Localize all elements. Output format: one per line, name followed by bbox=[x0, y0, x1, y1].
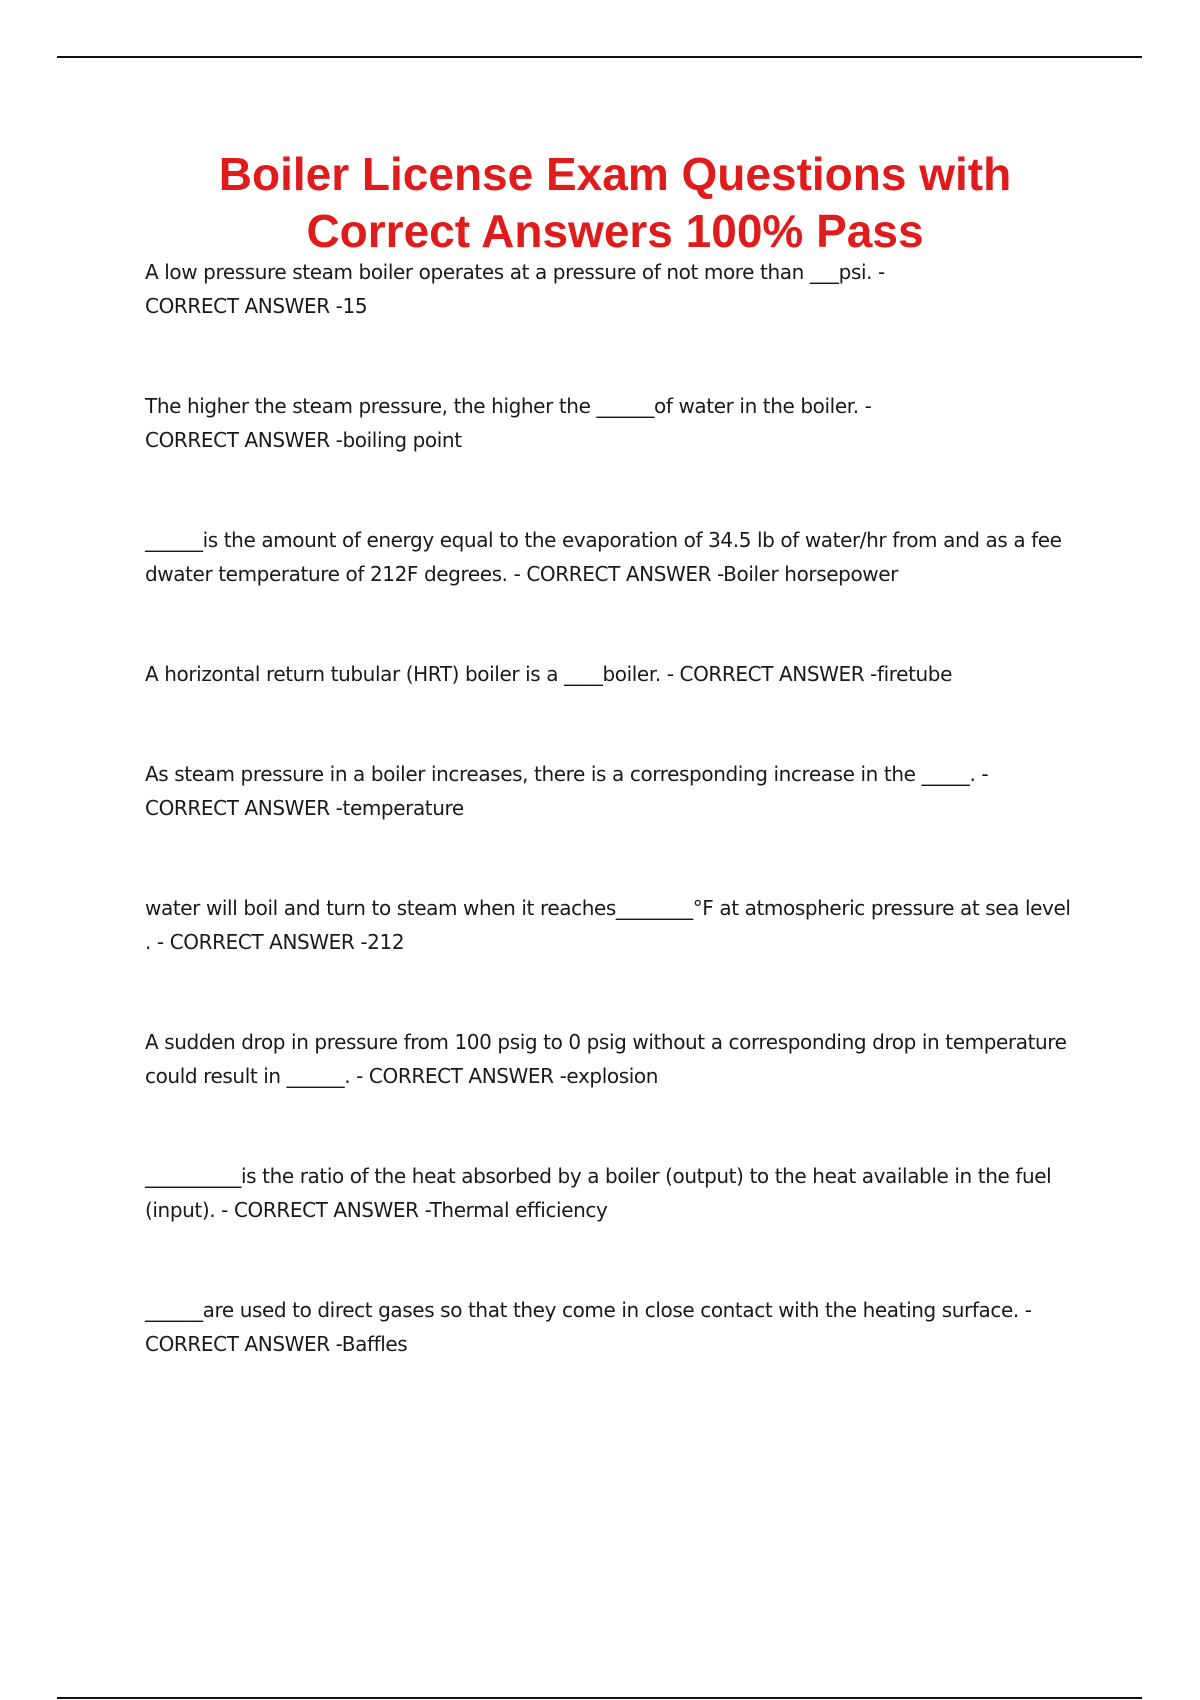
qa-question: ______are used to direct gases so that they come in close contact with the heating surface. - bbox=[145, 1298, 1032, 1322]
qa-question: water will boil and turn to steam when it reaches________°F at atmospheric pressure at sea level bbox=[145, 896, 1071, 920]
qa-answer: dwater temperature of 212F degrees. - CORRECT ANSWER -Boiler horsepower bbox=[145, 562, 898, 586]
qa-answer: CORRECT ANSWER -boiling point bbox=[145, 428, 462, 452]
qa-item-9 bbox=[145, 1293, 1095, 1361]
qa-answer: . - CORRECT ANSWER -212 bbox=[145, 930, 405, 954]
qa-item-8 bbox=[145, 1159, 1095, 1227]
qa-item-7 bbox=[145, 1025, 1095, 1093]
qa-item-4 bbox=[145, 657, 1095, 691]
question-answer-list bbox=[145, 255, 1095, 1427]
qa-question: A low pressure steam boiler operates at a pressure of not more than ___psi. - bbox=[145, 260, 885, 284]
bottom-divider bbox=[57, 1697, 1142, 1699]
qa-item-6 bbox=[145, 891, 1095, 959]
qa-answer: CORRECT ANSWER -15 bbox=[145, 294, 368, 318]
qa-item-5 bbox=[145, 757, 1095, 825]
qa-item-3 bbox=[145, 523, 1095, 591]
qa-question: The higher the steam pressure, the higher the ______of water in the boiler. - bbox=[145, 394, 872, 418]
document-title bbox=[100, 146, 1130, 260]
title-line-2: Correct Answers 100% Pass bbox=[306, 205, 924, 257]
qa-item-2 bbox=[145, 389, 1095, 457]
top-divider bbox=[57, 56, 1142, 58]
qa-question: __________is the ratio of the heat absorbed by a boiler (output) to the heat available in the fuel bbox=[145, 1164, 1052, 1188]
qa-answer: CORRECT ANSWER -Baffles bbox=[145, 1332, 408, 1356]
qa-answer: could result in ______. - CORRECT ANSWER -explosion bbox=[145, 1064, 658, 1088]
qa-question: A horizontal return tubular (HRT) boiler is a ____boiler. - CORRECT ANSWER -firetube bbox=[145, 662, 953, 686]
qa-question: As steam pressure in a boiler increases, there is a corresponding increase in the _____. - bbox=[145, 762, 989, 786]
qa-item-1 bbox=[145, 255, 1095, 323]
title-line-1: Boiler License Exam Questions with bbox=[218, 148, 1012, 200]
qa-answer: (input). - CORRECT ANSWER -Thermal efficiency bbox=[145, 1198, 608, 1222]
qa-question: ______is the amount of energy equal to the evaporation of 34.5 lb of water/hr from and as a fee bbox=[145, 528, 1062, 552]
qa-question: A sudden drop in pressure from 100 psig to 0 psig without a corresponding drop in temperature bbox=[145, 1030, 1067, 1054]
qa-answer: CORRECT ANSWER -temperature bbox=[145, 796, 464, 820]
